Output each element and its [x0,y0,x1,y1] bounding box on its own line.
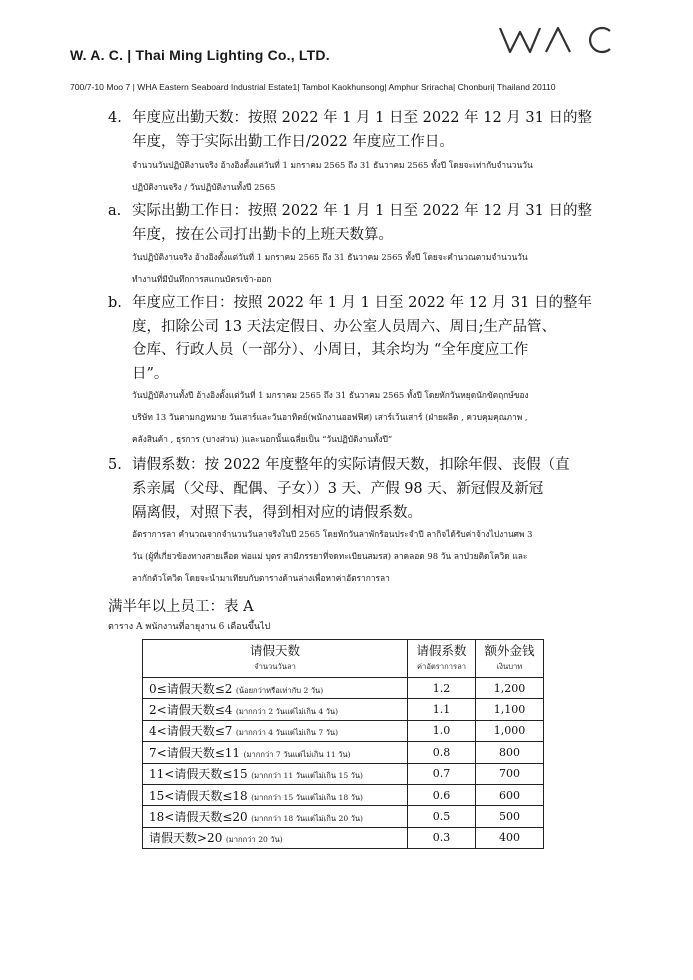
item-5-cn-line1: 请假系数：按 2022 年度整年的实际请假天数，扣除年假、丧假（直 [132,457,570,473]
coefficient-cell: 0.3 [408,827,476,848]
item-4-th-line1: จำนวนวันปฏิบัติงานจริง อ้างอิงตั้งแต่วันที่ 1 มกราคม 2565 ถึง 31 ธันวาคม 2565 ทั้งปี โดยจะเท่ากับจำนวนวัน [132,160,533,170]
item-4-number: 4. [108,110,122,126]
item-b-cn-line3: 仓库、行政人员（一部分）、小周日，其余均为 “全年度应工作 [132,342,529,358]
item-a-cn-line1: 实际出勤工作日：按照 2022 年 1 月 1 日至 2022 年 12 月 31 日的整 [132,203,592,219]
item-5-th-line2: วัน (ผู้ที่เกี่ยวข้องทางสายเลือด พ่อแม่ บุตร สามีภรรยาที่จดทะเบียนสมรส) ลาคลอด 98 วัน ลาป่วยติดโควิด และ [132,551,528,561]
coefficient-cell: 0.7 [408,763,476,784]
table-a-title-th: ตาราง A พนักงานที่อายุงาน 6 เดือนขึ้นไป [108,622,271,632]
money-cell: 800 [476,742,544,763]
company-name: W. A. C. | Thai Ming Lighting Co., LTD. [70,47,330,63]
item-5-cn-line2: 系亲属（父母、配偶、子女））3 天、产假 98 天、新冠假及新冠 [132,481,544,497]
table-row [143,763,544,784]
item-a-cn-line2: 年度，按在公司打出勤卡的上班天数算。 [132,227,393,243]
leave-range-cell: 15<请假天数≤18 (มากกว่า 15 วันแต่ไม่เกิน 18 วัน) [143,784,408,805]
item-4-th-line2: ปฏิบัติงานจริง / วันปฏิบัติงานทั้งปี 2565 [132,182,276,192]
table-row [143,806,544,827]
table-row [143,699,544,720]
coefficient-cell: 0.5 [408,806,476,827]
coefficient-cell: 0.6 [408,784,476,805]
leave-range-cell: 请假天数>20 (มากกว่า 20 วัน) [143,827,408,848]
leave-range-cell: 18<请假天数≤20 (มากกว่า 18 วันแต่ไม่เกิน 20 วัน) [143,806,408,827]
money-cell: 1,200 [476,678,544,699]
header-extra-money: 额外金钱 เงินบาท [476,640,544,678]
leave-coefficient-table [142,639,544,849]
item-4-cn-line1: 年度应出勤天数：按照 2022 年 1 月 1 日至 2022 年 12 月 31 日的整 [132,110,592,126]
table-row [143,827,544,848]
table-header-row [143,640,544,678]
coefficient-cell: 1.0 [408,720,476,741]
leave-range-cell: 0≤请假天数≤2 (น้อยกว่าหรือเท่ากับ 2 วัน) [143,678,408,699]
leave-range-cell: 11<请假天数≤15 (มากกว่า 11 วันแต่ไม่เกิน 15 วัน) [143,763,408,784]
item-5-th-line1: อัตราการลา คำนวณจากจำนวนวันลาจริงในปี 2565 โดยหักวันลาพักร้อนประจำปี ลากิจได้รับค่าจ้างไปงานศพ 3 [132,529,533,539]
table-row [143,678,544,699]
company-address: 700/7-10 Moo 7 | WHA Eastern Seaboard Industrial Estate1| Tambol Kaokhunsong| Amphur Sriracha| Chonburi| Thailand 20110 [70,82,556,92]
item-b-number: b. [108,295,122,311]
item-a-th-line1: วันปฏิบัติงานจริง อ้างอิงตั้งแต่วันที่ 1 มกราคม 2565 ถึง 31 ธันวาคม 2565 ทั้งปี โดยจะคำนวณตามจำนวนวัน [132,252,528,262]
item-5-cn-line3: 隔离假，对照下表，得到相对应的请假系数。 [132,505,422,521]
item-a-th-line2: ทำงานที่มีบันทึกการสแกนบัตรเข้า-ออก [132,274,272,284]
item-4-cn-line2: 年度，等于实际出勤工作日/2022 年度应工作日。 [132,134,454,150]
header-leave-coefficient: 请假系数 ค่าอัตราการลา [408,640,476,678]
money-cell: 1,100 [476,699,544,720]
item-b-th-line1: วันปฏิบัติงานทั้งปี อ้างอิงตั้งแต่วันที่ 1 มกราคม 2565 ถึง 31 ธันวาคม 2565 ทั้งปี โดยหักวันหยุดนักขัตฤกษ์ของ [132,390,529,400]
header-leave-days: 请假天数 จำนวนวันลา [143,640,408,678]
coefficient-cell: 0.8 [408,742,476,763]
table-a-title-cn: 满半年以上员工：表 A [108,599,254,615]
leave-range-cell: 7<请假天数≤11 (มากกว่า 7 วันแต่ไม่เกิน 11 วัน) [143,742,408,763]
coefficient-cell: 1.1 [408,699,476,720]
item-5-th-line3: ลากักตัวโควิด โดยจะนำมาเทียบกับตารางด้านล่างเพื่อหาค่าอัตราการลา [132,573,390,583]
item-5-number: 5. [108,457,122,473]
leave-range-cell: 2<请假天数≤4 (มากกว่า 2 วันแต่ไม่เกิน 4 วัน) [143,699,408,720]
table-row [143,720,544,741]
item-b-cn-line2: 度，扣除公司 13 天法定假日、办公室人员周六、周日;生产品管、 [132,319,557,335]
money-cell: 700 [476,763,544,784]
item-b-cn-line1: 年度应工作日：按照 2022 年 1 月 1 日至 2022 年 12 月 31 日的整年 [132,295,592,311]
money-cell: 500 [476,806,544,827]
money-cell: 600 [476,784,544,805]
money-cell: 1,000 [476,720,544,741]
item-b-cn-line4: 日”。 [132,366,169,382]
coefficient-cell: 1.2 [408,678,476,699]
leave-range-cell: 4<请假天数≤7 (มากกว่า 4 วันแต่ไม่เกิน 7 วัน) [143,720,408,741]
table-row [143,784,544,805]
money-cell: 400 [476,827,544,848]
item-b-th-line2: บริษัท 13 วันตามกฎหมาย วันเสาร์และวันอาทิตย์(พนักงานออฟฟิศ) เสาร์เว้นเสาร์ (ฝ่ายผลิต , ควบคุมคุณภาพ , [132,412,528,422]
item-a-number: a. [108,203,122,219]
table-row [143,742,544,763]
item-b-th-line3: คลังสินค้า , ธุรการ (บางส่วน) )และนอกนั้นเฉลี่ยเป็น “วันปฏิบัติงานทั้งปี” [132,434,393,444]
wac-logo [498,22,614,56]
